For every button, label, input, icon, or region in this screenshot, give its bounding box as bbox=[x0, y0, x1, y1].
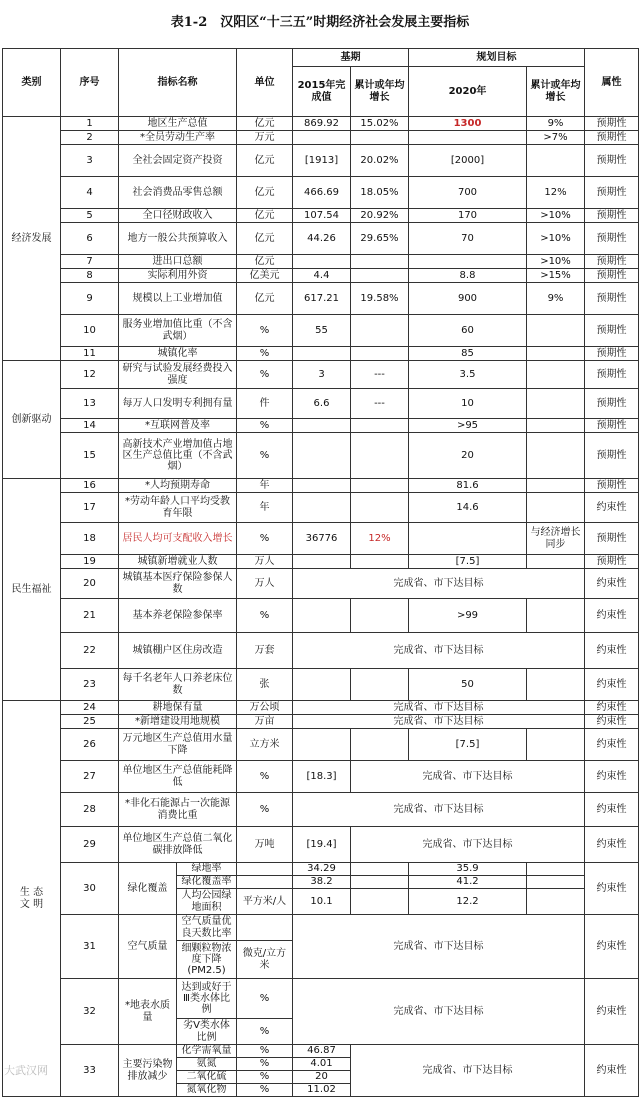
row-no: 6 bbox=[61, 223, 119, 255]
header-target-growth: 累计或年均增长 bbox=[527, 67, 585, 117]
attribute-cell: 预期性 bbox=[585, 361, 639, 389]
sub-indicator-name: 达到或好于Ⅲ类水体比例 bbox=[177, 979, 237, 1019]
target-2020: 900 bbox=[409, 283, 527, 315]
value-2015: 38.2 bbox=[293, 876, 351, 889]
row-no: 15 bbox=[61, 433, 119, 479]
indicator-name: 实际利用外资 bbox=[119, 269, 237, 283]
row-no: 17 bbox=[61, 493, 119, 523]
target-2020: 8.8 bbox=[409, 269, 527, 283]
unit-cell: 亿元 bbox=[237, 255, 293, 269]
indicator-name: 基本养老保险参保率 bbox=[119, 599, 237, 633]
attribute-cell: 约束性 bbox=[585, 599, 639, 633]
target-merged: 完成省、市下达目标 bbox=[293, 715, 585, 729]
target-growth: 12% bbox=[527, 177, 585, 209]
indicator-name: 城镇基本医疗保险参保人数 bbox=[119, 569, 237, 599]
unit-cell: % bbox=[237, 979, 293, 1019]
attribute-cell: 约束性 bbox=[585, 1045, 639, 1097]
sub-indicator-name: 空气质量优良天数比率 bbox=[177, 915, 237, 941]
growth-2015 bbox=[351, 493, 409, 523]
row-no: 2 bbox=[61, 131, 119, 145]
growth-2015 bbox=[351, 419, 409, 433]
target-2020: [7.5] bbox=[409, 555, 527, 569]
unit-cell: % bbox=[237, 361, 293, 389]
indicator-name: 单位地区生产总值二氧化碳排放降低 bbox=[119, 827, 237, 863]
sub-indicator-name: 人均公园绿地面积 bbox=[177, 889, 237, 915]
row-no: 1 bbox=[61, 117, 119, 131]
value-2015: [1913] bbox=[293, 145, 351, 177]
row-no: 3 bbox=[61, 145, 119, 177]
indicator-name: 全社会固定资产投资 bbox=[119, 145, 237, 177]
unit-cell: % bbox=[237, 1084, 293, 1097]
unit-cell: 平方米/人 bbox=[237, 889, 293, 915]
attribute-cell: 预期性 bbox=[585, 269, 639, 283]
target-growth bbox=[527, 555, 585, 569]
unit-cell: 件 bbox=[237, 389, 293, 419]
category-innovation: 创新驱动 bbox=[3, 361, 61, 479]
attribute-cell: 预期性 bbox=[585, 283, 639, 315]
value-2015: 36776 bbox=[293, 523, 351, 555]
attribute-cell: 预期性 bbox=[585, 523, 639, 555]
target-growth bbox=[527, 145, 585, 177]
header-base: 基期 bbox=[293, 49, 409, 67]
indicator-name: 社会消费品零售总额 bbox=[119, 177, 237, 209]
value-2015: 46.87 bbox=[293, 1045, 351, 1058]
indicator-name: 主要污染物排放减少 bbox=[119, 1045, 177, 1097]
watermark-logo: 大武汉网 bbox=[4, 1065, 48, 1077]
growth-2015: 15.02% bbox=[351, 117, 409, 131]
target-2020: 12.2 bbox=[409, 889, 527, 915]
header-no: 序号 bbox=[61, 49, 119, 117]
indicator-name: 服务业增加值比重（不含武烟） bbox=[119, 315, 237, 347]
growth-2015 bbox=[351, 729, 409, 761]
unit-cell bbox=[237, 876, 293, 889]
target-2020 bbox=[409, 523, 527, 555]
row-no: 25 bbox=[61, 715, 119, 729]
indicator-name: 耕地保有量 bbox=[119, 701, 237, 715]
row-no: 11 bbox=[61, 347, 119, 361]
target-merged: 完成省、市下达目标 bbox=[293, 633, 585, 669]
indicator-name: 每万人口发明专利拥有量 bbox=[119, 389, 237, 419]
indicator-name: 地区生产总值 bbox=[119, 117, 237, 131]
header-2020: 2020年 bbox=[409, 67, 527, 117]
value-2015: 107.54 bbox=[293, 209, 351, 223]
value-2015 bbox=[293, 669, 351, 701]
row-no: 9 bbox=[61, 283, 119, 315]
header-target: 规划目标 bbox=[409, 49, 585, 67]
row-no: 4 bbox=[61, 177, 119, 209]
target-growth bbox=[527, 493, 585, 523]
target-growth bbox=[527, 889, 585, 915]
target-2020: 3.5 bbox=[409, 361, 527, 389]
row-no: 22 bbox=[61, 633, 119, 669]
header-2015: 2015年完成值 bbox=[293, 67, 351, 117]
header-category: 类别 bbox=[3, 49, 61, 117]
attribute-cell: 约束性 bbox=[585, 827, 639, 863]
row-no: 18 bbox=[61, 523, 119, 555]
indicator-name: *地表水质量 bbox=[119, 979, 177, 1045]
unit-cell: % bbox=[237, 1019, 293, 1045]
indicator-name: 空气质量 bbox=[119, 915, 177, 979]
value-2015: 10.1 bbox=[293, 889, 351, 915]
unit-cell: 立方米 bbox=[237, 729, 293, 761]
unit-cell: 张 bbox=[237, 669, 293, 701]
header-name: 指标名称 bbox=[119, 49, 237, 117]
target-growth bbox=[527, 419, 585, 433]
header-growth: 累计或年均增长 bbox=[351, 67, 409, 117]
growth-2015 bbox=[351, 347, 409, 361]
unit-cell: 亿元 bbox=[237, 145, 293, 177]
sub-indicator-name: 细颗粒物浓度下降(PM2.5) bbox=[177, 941, 237, 979]
attribute-cell: 约束性 bbox=[585, 669, 639, 701]
unit-cell bbox=[237, 863, 293, 876]
row-no: 29 bbox=[61, 827, 119, 863]
unit-cell: % bbox=[237, 315, 293, 347]
indicator-name: 单位地区生产总值能耗降低 bbox=[119, 761, 237, 793]
indicator-name: 全口径财政收入 bbox=[119, 209, 237, 223]
value-2015: 44.26 bbox=[293, 223, 351, 255]
unit-cell bbox=[237, 915, 293, 941]
attribute-cell: 约束性 bbox=[585, 569, 639, 599]
target-2020: 1300 bbox=[409, 117, 527, 131]
unit-cell: % bbox=[237, 761, 293, 793]
growth-2015 bbox=[351, 131, 409, 145]
target-growth: >10% bbox=[527, 255, 585, 269]
target-growth: >10% bbox=[527, 223, 585, 255]
target-2020: 20 bbox=[409, 433, 527, 479]
attribute-cell: 约束性 bbox=[585, 701, 639, 715]
row-no: 32 bbox=[61, 979, 119, 1045]
value-2015 bbox=[293, 419, 351, 433]
target-growth bbox=[527, 389, 585, 419]
unit-cell: % bbox=[237, 599, 293, 633]
attribute-cell: 预期性 bbox=[585, 117, 639, 131]
category-economy: 经济发展 bbox=[3, 117, 61, 361]
sub-indicator-name: 劣Ⅴ类水体比例 bbox=[177, 1019, 237, 1045]
growth-2015 bbox=[351, 876, 409, 889]
indicator-name: 城镇新增就业人数 bbox=[119, 555, 237, 569]
attribute-cell: 约束性 bbox=[585, 761, 639, 793]
attribute-cell: 预期性 bbox=[585, 145, 639, 177]
sub-indicator-name: 氨氮 bbox=[177, 1058, 237, 1071]
unit-cell: % bbox=[237, 347, 293, 361]
unit-cell: % bbox=[237, 1045, 293, 1058]
growth-2015: --- bbox=[351, 361, 409, 389]
indicator-name: *人均预期寿命 bbox=[119, 479, 237, 493]
target-2020: 700 bbox=[409, 177, 527, 209]
target-merged: 完成省、市下达目标 bbox=[293, 979, 585, 1045]
unit-cell: 万人 bbox=[237, 555, 293, 569]
attribute-cell: 约束性 bbox=[585, 715, 639, 729]
unit-cell: 万套 bbox=[237, 633, 293, 669]
row-no: 8 bbox=[61, 269, 119, 283]
row-no: 31 bbox=[61, 915, 119, 979]
attribute-cell: 约束性 bbox=[585, 979, 639, 1045]
target-2020: 14.6 bbox=[409, 493, 527, 523]
indicator-name: *新增建设用地规模 bbox=[119, 715, 237, 729]
target-merged: 完成省、市下达目标 bbox=[293, 915, 585, 979]
target-merged: 完成省、市下达目标 bbox=[293, 793, 585, 827]
growth-2015 bbox=[351, 269, 409, 283]
value-2015: 617.21 bbox=[293, 283, 351, 315]
target-growth bbox=[527, 361, 585, 389]
unit-cell: 万亩 bbox=[237, 715, 293, 729]
sub-indicator-name: 绿地率 bbox=[177, 863, 237, 876]
row-no: 33 bbox=[61, 1045, 119, 1097]
value-2015: [18.3] bbox=[293, 761, 351, 793]
target-growth bbox=[527, 599, 585, 633]
target-2020: 81.6 bbox=[409, 479, 527, 493]
value-2015: 20 bbox=[293, 1071, 351, 1084]
unit-cell: 万元 bbox=[237, 131, 293, 145]
value-2015: 4.01 bbox=[293, 1058, 351, 1071]
row-no: 19 bbox=[61, 555, 119, 569]
row-no: 12 bbox=[61, 361, 119, 389]
target-growth: >7% bbox=[527, 131, 585, 145]
target-growth: >10% bbox=[527, 209, 585, 223]
value-2015 bbox=[293, 131, 351, 145]
category-ecology: 生 态 文 明 bbox=[3, 701, 61, 1097]
target-growth bbox=[527, 669, 585, 701]
growth-2015 bbox=[351, 889, 409, 915]
unit-cell: 微克/立方米 bbox=[237, 941, 293, 979]
indicator-name: *劳动年龄人口平均受教育年限 bbox=[119, 493, 237, 523]
indicator-name: *非化石能源占一次能源消费比重 bbox=[119, 793, 237, 827]
value-2015 bbox=[293, 493, 351, 523]
attribute-cell: 预期性 bbox=[585, 209, 639, 223]
target-2020: 170 bbox=[409, 209, 527, 223]
value-2015: 11.02 bbox=[293, 1084, 351, 1097]
unit-cell: 亿元 bbox=[237, 177, 293, 209]
unit-cell: 亿美元 bbox=[237, 269, 293, 283]
target-growth bbox=[527, 729, 585, 761]
target-growth: 与经济增长同步 bbox=[527, 523, 585, 555]
value-2015: 6.6 bbox=[293, 389, 351, 419]
growth-2015: 20.02% bbox=[351, 145, 409, 177]
target-2020: >99 bbox=[409, 599, 527, 633]
growth-2015 bbox=[351, 255, 409, 269]
indicator-name: 居民人均可支配收入增长 bbox=[119, 523, 237, 555]
row-no: 13 bbox=[61, 389, 119, 419]
attribute-cell: 预期性 bbox=[585, 223, 639, 255]
row-no: 7 bbox=[61, 255, 119, 269]
attribute-cell: 预期性 bbox=[585, 177, 639, 209]
unit-cell: % bbox=[237, 419, 293, 433]
header-unit: 单位 bbox=[237, 49, 293, 117]
unit-cell: 亿元 bbox=[237, 283, 293, 315]
growth-2015: 19.58% bbox=[351, 283, 409, 315]
target-2020 bbox=[409, 131, 527, 145]
unit-cell: % bbox=[237, 793, 293, 827]
row-no: 16 bbox=[61, 479, 119, 493]
growth-2015 bbox=[351, 669, 409, 701]
value-2015: 4.4 bbox=[293, 269, 351, 283]
value-2015: 34.29 bbox=[293, 863, 351, 876]
value-2015 bbox=[293, 599, 351, 633]
unit-cell: 万人 bbox=[237, 569, 293, 599]
attribute-cell: 预期性 bbox=[585, 555, 639, 569]
value-2015 bbox=[293, 479, 351, 493]
indicator-name: 万元地区生产总值用水量下降 bbox=[119, 729, 237, 761]
unit-cell: 万公顷 bbox=[237, 701, 293, 715]
target-merged: 完成省、市下达目标 bbox=[351, 827, 585, 863]
value-2015 bbox=[293, 555, 351, 569]
attribute-cell: 约束性 bbox=[585, 493, 639, 523]
growth-2015 bbox=[351, 315, 409, 347]
target-growth bbox=[527, 315, 585, 347]
row-no: 10 bbox=[61, 315, 119, 347]
row-no: 23 bbox=[61, 669, 119, 701]
target-2020: >95 bbox=[409, 419, 527, 433]
sub-indicator-name: 氮氧化物 bbox=[177, 1084, 237, 1097]
attribute-cell: 约束性 bbox=[585, 915, 639, 979]
value-2015 bbox=[293, 729, 351, 761]
unit-cell: % bbox=[237, 1071, 293, 1084]
attribute-cell: 预期性 bbox=[585, 255, 639, 269]
target-2020: 70 bbox=[409, 223, 527, 255]
value-2015: 466.69 bbox=[293, 177, 351, 209]
target-growth bbox=[527, 876, 585, 889]
row-no: 20 bbox=[61, 569, 119, 599]
target-growth: 9% bbox=[527, 283, 585, 315]
sub-indicator-name: 二氧化硫 bbox=[177, 1071, 237, 1084]
target-growth bbox=[527, 479, 585, 493]
unit-cell: 年 bbox=[237, 479, 293, 493]
target-2020: [7.5] bbox=[409, 729, 527, 761]
target-growth bbox=[527, 347, 585, 361]
target-growth bbox=[527, 863, 585, 876]
indicator-name: *互联网普及率 bbox=[119, 419, 237, 433]
attribute-cell: 约束性 bbox=[585, 729, 639, 761]
attribute-cell: 预期性 bbox=[585, 347, 639, 361]
growth-2015 bbox=[351, 863, 409, 876]
indicator-name: *全员劳动生产率 bbox=[119, 131, 237, 145]
unit-cell: % bbox=[237, 523, 293, 555]
unit-cell: % bbox=[237, 433, 293, 479]
attribute-cell: 预期性 bbox=[585, 315, 639, 347]
indicator-name: 高新技术产业增加值占地区生产总值比重（不含武烟） bbox=[119, 433, 237, 479]
sub-indicator-name: 化学需氧量 bbox=[177, 1045, 237, 1058]
value-2015 bbox=[293, 347, 351, 361]
attribute-cell: 预期性 bbox=[585, 433, 639, 479]
growth-2015 bbox=[351, 479, 409, 493]
target-2020: 85 bbox=[409, 347, 527, 361]
indicator-name: 绿化覆盖 bbox=[119, 863, 177, 915]
indicator-table bbox=[2, 48, 639, 1097]
target-merged: 完成省、市下达目标 bbox=[351, 761, 585, 793]
target-merged: 完成省、市下达目标 bbox=[293, 569, 585, 599]
growth-2015 bbox=[351, 433, 409, 479]
target-growth: 9% bbox=[527, 117, 585, 131]
indicator-name: 地方一般公共预算收入 bbox=[119, 223, 237, 255]
row-no: 5 bbox=[61, 209, 119, 223]
growth-2015: 29.65% bbox=[351, 223, 409, 255]
unit-cell: 亿元 bbox=[237, 117, 293, 131]
growth-2015 bbox=[351, 599, 409, 633]
indicator-name: 进出口总额 bbox=[119, 255, 237, 269]
attribute-cell: 预期性 bbox=[585, 419, 639, 433]
target-growth: >15% bbox=[527, 269, 585, 283]
growth-2015: --- bbox=[351, 389, 409, 419]
target-growth bbox=[527, 433, 585, 479]
attribute-cell: 预期性 bbox=[585, 479, 639, 493]
page-title: 表1-2 汉阳区“十三五”时期经济社会发展主要指标 bbox=[170, 15, 470, 30]
row-no: 27 bbox=[61, 761, 119, 793]
unit-cell: 万吨 bbox=[237, 827, 293, 863]
row-no: 24 bbox=[61, 701, 119, 715]
row-no: 26 bbox=[61, 729, 119, 761]
target-2020: 10 bbox=[409, 389, 527, 419]
value-2015: [19.4] bbox=[293, 827, 351, 863]
attribute-cell: 约束性 bbox=[585, 633, 639, 669]
attribute-cell: 预期性 bbox=[585, 389, 639, 419]
target-2020: 41.2 bbox=[409, 876, 527, 889]
target-2020: 35.9 bbox=[409, 863, 527, 876]
value-2015: 3 bbox=[293, 361, 351, 389]
value-2015: 55 bbox=[293, 315, 351, 347]
row-no: 14 bbox=[61, 419, 119, 433]
indicator-name: 规模以上工业增加值 bbox=[119, 283, 237, 315]
attribute-cell: 约束性 bbox=[585, 863, 639, 915]
indicator-name: 城镇化率 bbox=[119, 347, 237, 361]
unit-cell: % bbox=[237, 1058, 293, 1071]
sub-indicator-name: 绿化覆盖率 bbox=[177, 876, 237, 889]
target-2020: [2000] bbox=[409, 145, 527, 177]
row-no: 21 bbox=[61, 599, 119, 633]
indicator-name: 城镇棚户区住房改造 bbox=[119, 633, 237, 669]
indicator-name: 研究与试验发展经费投入强度 bbox=[119, 361, 237, 389]
growth-2015: 20.92% bbox=[351, 209, 409, 223]
unit-cell: 年 bbox=[237, 493, 293, 523]
target-merged: 完成省、市下达目标 bbox=[293, 701, 585, 715]
growth-2015: 12% bbox=[351, 523, 409, 555]
attribute-cell: 约束性 bbox=[585, 793, 639, 827]
unit-cell: 亿元 bbox=[237, 209, 293, 223]
target-2020: 50 bbox=[409, 669, 527, 701]
row-no: 28 bbox=[61, 793, 119, 827]
growth-2015 bbox=[351, 555, 409, 569]
target-2020: 60 bbox=[409, 315, 527, 347]
value-2015: 869.92 bbox=[293, 117, 351, 131]
row-no: 30 bbox=[61, 863, 119, 915]
growth-2015: 18.05% bbox=[351, 177, 409, 209]
target-2020 bbox=[409, 255, 527, 269]
unit-cell: 亿元 bbox=[237, 223, 293, 255]
category-welfare: 民生福祉 bbox=[3, 479, 61, 701]
value-2015 bbox=[293, 433, 351, 479]
target-merged: 完成省、市下达目标 bbox=[351, 1045, 585, 1097]
indicator-name: 每千名老年人口养老床位数 bbox=[119, 669, 237, 701]
value-2015 bbox=[293, 255, 351, 269]
header-attr: 属性 bbox=[585, 49, 639, 117]
attribute-cell: 预期性 bbox=[585, 131, 639, 145]
